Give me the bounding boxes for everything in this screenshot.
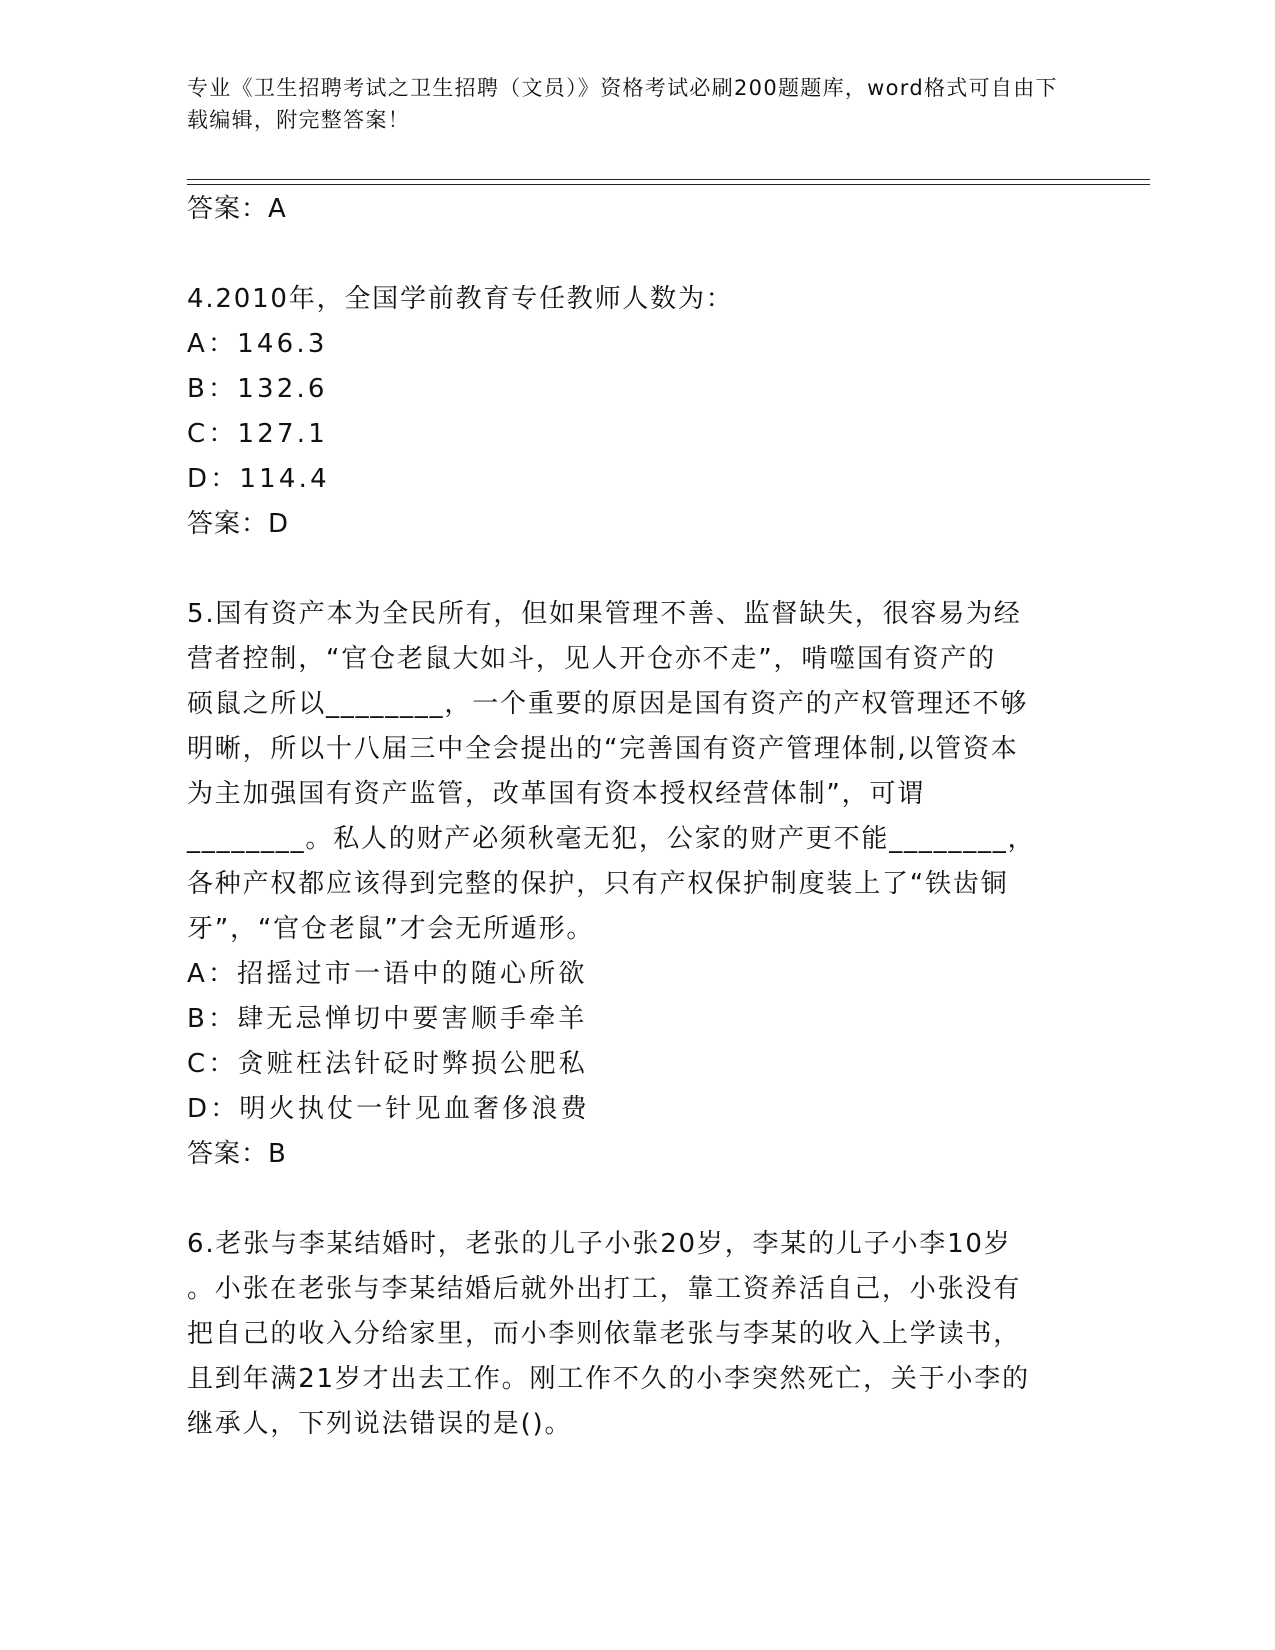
question-5-option-d: D：明火执仗一针见血奢侈浪费	[187, 1094, 590, 1124]
question-6-line: 且到年满21岁才出去工作。刚工作不久的小李突然死亡，关于小李的	[187, 1364, 1030, 1394]
question-5-line: 为主加强国有资产监管，改革国有资本授权经营体制”，可谓	[187, 779, 926, 809]
question-5-line: 牙”，“官仓老鼠”才会无所遁形。	[187, 914, 595, 944]
question-5-line: 营者控制，“官仓老鼠大如斗，见人开仓亦不走”，啃噬国有资产的	[187, 644, 996, 674]
question-4-option-c: C：127.1	[187, 419, 328, 449]
header-text: 专业《卫生招聘考试之卫生招聘（文员）》资格考试必刷200题题库，word格式可自由下载编辑，附完整答案！	[187, 76, 1058, 132]
question-5-line: 各种产权都应该得到完整的保护，只有产权保护制度装上了“铁齿铜	[187, 869, 1009, 899]
answer-q5: 答案：B	[187, 1139, 287, 1169]
question-4-option-b: B：132.6	[187, 374, 328, 404]
question-5-line: 5.国有资产本为全民所有，但如果管理不善、监督缺失，很容易为经	[187, 599, 1022, 629]
header-rule-top	[187, 179, 1150, 180]
document-header	[187, 72, 1067, 136]
question-5-line: ________。私人的财产必须秋毫无犯，公家的财产更不能________，	[187, 824, 1036, 854]
question-5-option-b: B：肆无忌惮切中要害顺手牵羊	[187, 1004, 588, 1034]
question-4-option-d: D：114.4	[187, 464, 330, 494]
answer-q4: 答案：D	[187, 509, 290, 539]
question-5-line: 明晰，所以十八届三中全会提出的“完善国有资产管理体制,以管资本	[187, 734, 1019, 764]
answer-q3: 答案：A	[187, 194, 287, 224]
question-5-text	[187, 592, 1087, 952]
question-6-text	[187, 1222, 1087, 1447]
document-body	[187, 187, 1087, 1447]
question-5-option-a: A：招摇过市一语中的随心所欲	[187, 959, 588, 989]
question-5-line: 硕鼠之所以________，一个重要的原因是国有资产的产权管理还不够	[187, 689, 1029, 719]
header-rule-bottom	[187, 184, 1150, 185]
question-6-line: 。小张在老张与李某结婚后就外出打工，靠工资养活自己，小张没有	[187, 1274, 1022, 1304]
question-5-option-c: C：贪赃枉法针砭时弊损公肥私	[187, 1049, 588, 1079]
question-6-line: 把自己的收入分给家里，而小李则依靠老张与李某的收入上学读书，	[187, 1319, 1022, 1349]
question-4-text: 4.2010年，全国学前教育专任教师人数为：	[187, 284, 734, 314]
question-6-line: 继承人，下列说法错误的是()。	[187, 1409, 573, 1439]
question-4-option-a: A：146.3	[187, 329, 328, 359]
question-6-line: 6.老张与李某结婚时，老张的儿子小张20岁，李某的儿子小李10岁	[187, 1229, 1012, 1259]
